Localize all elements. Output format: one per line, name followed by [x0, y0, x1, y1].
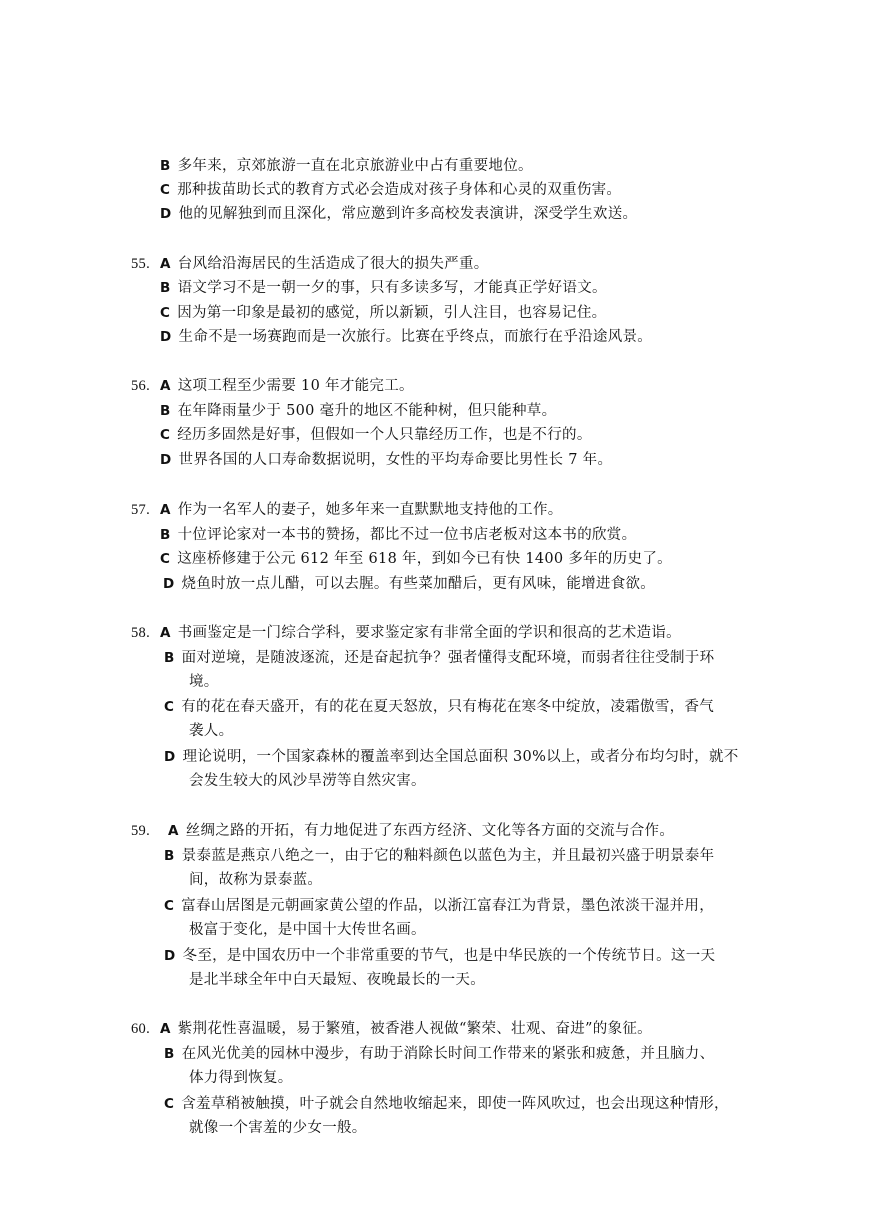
option-line [164, 896, 714, 916]
option-line [160, 450, 612, 470]
option-text: 间，故称为景泰蓝。 [189, 872, 323, 888]
option-line [131, 821, 674, 841]
option-text: 面对逆境，是随波逐流，还是奋起抗争？强者懂得支配环境，而弱者往往受制于环 [181, 650, 715, 666]
option-text: 袭人。 [189, 723, 234, 739]
option-text: 他的见解独到而且深化，常应邀到许多高校发表演讲，深受学生欢送。 [178, 206, 638, 222]
option-text: 极富于变化，是中国十大传世名画。 [189, 922, 426, 938]
option-text: 多年来，京郊旅游一直在北京旅游业中占有重要地位。 [177, 158, 533, 174]
option-text: 十位评论家对一本书的赞扬，都比不过一位书店老板对这本书的欣赏。 [177, 527, 637, 543]
option-text: 紫荆花性喜温暖，易于繁殖，被香港人视做“繁荣、壮观、奋进”的象征。 [177, 1021, 652, 1037]
option-continuation-line [189, 870, 322, 890]
option-letter: C [164, 898, 175, 914]
option-letter: B [160, 158, 171, 174]
option-line [131, 254, 489, 274]
option-text: 冬至，是中国农历中一个非常重要的节气，也是中华民族的一个传统节日。这一天 [182, 948, 716, 964]
option-text: 台风给沿海居民的生活造成了很大的损失严重。 [177, 256, 489, 272]
option-text: 语文学习不是一朝一夕的事，只有多读多写，才能真正学好语文。 [177, 280, 607, 296]
question-number: 55. [131, 256, 151, 272]
option-line [131, 623, 681, 643]
option-letter: C [160, 305, 171, 321]
option-letter: D [164, 948, 176, 964]
option-text: 理论说明，一个国家森林的覆盖率到达全国总面积 30%以上，或者分布均匀时，就不 [182, 749, 739, 765]
option-text: 烧鱼时放一点儿醋，可以去腥。有些菜加醋后，更有风味，能增进食欲。 [181, 576, 656, 592]
question-number: 56. [131, 378, 151, 394]
option-line [160, 327, 652, 347]
question-number: 58. [131, 625, 151, 641]
option-text: 景泰蓝是燕京八绝之一，由于它的釉料颜色以蓝色为主，并且最初兴盛于明景泰年 [181, 848, 715, 864]
option-text: 是北半球全年中白天最短、夜晚最长的一天。 [189, 972, 485, 988]
option-line [160, 303, 606, 323]
option-text: 经历多固然是好事，但假如一个人只靠经历工作，也是不行的。 [177, 427, 592, 443]
option-line [164, 846, 714, 866]
option-text: 有的花在春天盛开，有的花在夏天怒放，只有梅花在寒冬中绽放，凌霜傲雪，香气 [181, 699, 715, 715]
option-letter: C [160, 551, 171, 567]
option-text: 世界各国的人口寿命数据说明，女性的平均寿命要比男性长 7 年。 [178, 452, 613, 468]
option-letter: D [164, 749, 176, 765]
option-letter: C [160, 182, 171, 198]
option-text: 作为一名军人的妻子，她多年来一直默默地支持他的工作。 [177, 502, 563, 518]
option-line [164, 648, 714, 668]
option-text: 体力得到恢复。 [189, 1070, 293, 1086]
option-line [160, 549, 672, 569]
option-line [160, 425, 592, 445]
option-letter: A [160, 502, 171, 518]
option-letter: B [164, 650, 175, 666]
option-line [160, 401, 556, 421]
option-text: 生命不是一场赛跑而是一次旅行。比赛在乎终点，而旅行在乎沿途风景。 [178, 329, 653, 345]
option-letter: B [160, 403, 171, 419]
option-letter: D [160, 329, 172, 345]
option-letter: A [160, 625, 171, 641]
option-text: 这项工程至少需要 10 年才能完工。 [177, 378, 414, 394]
option-text: 在年降雨量少于 500 毫升的地区不能种树，但只能种草。 [177, 403, 557, 419]
option-letter: B [160, 527, 171, 543]
option-text: 这座桥修建于公元 612 年至 618 年，到如今已有快 1400 多年的历史了。 [177, 551, 672, 567]
option-letter: A [160, 256, 171, 272]
option-continuation-line [189, 1118, 367, 1138]
option-letter: A [160, 1021, 171, 1037]
option-text: 在风光优美的园林中漫步，有助于消除长时间工作带来的紧张和疲惫，并且脑力、 [181, 1046, 715, 1062]
option-line [164, 1094, 729, 1114]
option-continuation-line [189, 672, 219, 692]
option-continuation-line [189, 920, 426, 940]
option-text: 那种拔苗助长式的教育方式必会造成对孩子身体和心灵的双重伤害。 [177, 182, 622, 198]
option-line [131, 500, 563, 520]
option-text: 含羞草稍被触摸，叶子就会自然地收缩起来，即使一阵风吹过，也会出现这种情形， [181, 1096, 729, 1112]
option-letter: B [164, 1046, 175, 1062]
option-text: 因为第一印象是最初的感觉，所以新颖，引人注目，也容易记住。 [177, 305, 607, 321]
option-line [160, 204, 637, 224]
option-letter: C [164, 699, 175, 715]
option-line [164, 1044, 714, 1064]
option-line [131, 376, 414, 396]
option-line [160, 278, 607, 298]
option-text: 境。 [189, 674, 219, 690]
option-line [164, 747, 739, 767]
option-text: 丝绸之路的开拓，有力地促进了东西方经济、文化等各方面的交流与合作。 [185, 823, 675, 839]
option-continuation-line [189, 970, 485, 990]
option-letter: B [160, 280, 171, 296]
option-line [160, 156, 533, 176]
question-number: 60. [131, 1021, 151, 1037]
option-continuation-line [189, 721, 233, 741]
option-letter: A [168, 823, 179, 839]
option-letter: D [163, 576, 175, 592]
option-line [164, 946, 715, 966]
option-letter: D [160, 206, 172, 222]
option-text: 富春山居图是元朝画家黄公望的作品，以浙江富春江为背景，墨色浓淡干湿并用， [181, 898, 715, 914]
option-letter: D [160, 452, 172, 468]
option-line [160, 180, 621, 200]
option-line [160, 525, 636, 545]
option-letter: A [160, 378, 171, 394]
option-text: 就像一个害羞的少女一般。 [189, 1120, 367, 1136]
option-line [163, 574, 655, 594]
question-number: 57. [131, 502, 151, 518]
question-number: 59. [131, 823, 151, 839]
option-line [164, 697, 714, 717]
option-line [131, 1019, 652, 1039]
option-text: 书画鉴定是一门综合学科，要求鉴定家有非常全面的学识和很高的艺术造诣。 [177, 625, 681, 641]
option-letter: C [164, 1096, 175, 1112]
option-text: 会发生较大的风沙旱涝等自然灾害。 [189, 773, 426, 789]
option-continuation-line [189, 1068, 293, 1088]
option-letter: C [160, 427, 171, 443]
option-continuation-line [189, 771, 426, 791]
option-letter: B [164, 848, 175, 864]
